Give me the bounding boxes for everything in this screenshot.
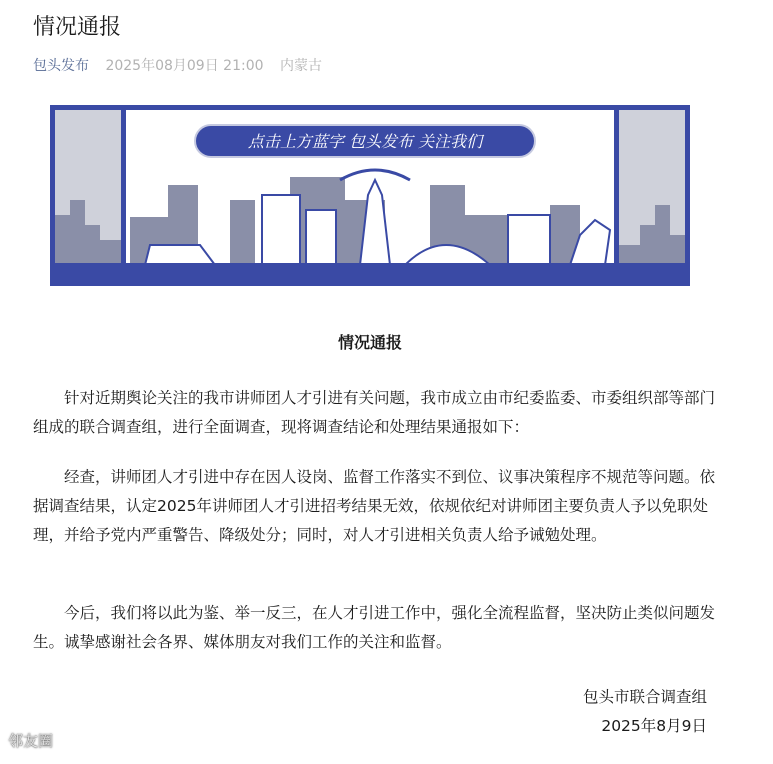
publish-date: 2025年08月09日 21:00 xyxy=(105,58,264,74)
paragraph-findings: 经查，讲师团人才引进中存在因人设岗、监督工作落实不到位、议事决策程序不规范等问题。依据调查结果，认定2025年讲师团人才引进招考结果无效，依规依纪对讲师团主要负责人予以免职处理，并给予党内严重警告、降级处分；同时，对人才引进相关负责人给予诫勉处理。 xyxy=(33,468,716,544)
banner-slogan: 点击上方蓝字 包头发布 关注我们 xyxy=(247,132,483,151)
header-banner-image xyxy=(50,105,690,286)
watermark-text: 邻友圈 xyxy=(8,732,54,750)
article-meta xyxy=(33,55,322,75)
article-title: 情况通报 xyxy=(33,15,122,40)
signature-org: 包头市联合调查组 xyxy=(582,688,707,706)
signature-date: 2025年8月9日 xyxy=(601,717,707,735)
account-name-link[interactable]: 包头发布 xyxy=(33,58,89,74)
paragraph-intro: 针对近期舆论关注的我市讲师团人才引进有关问题，我市成立由市纪委监委、市委组织部等部门组成的联合调查组，进行全面调查，现将调查结论和处理结果通报如下： xyxy=(33,389,716,436)
article-heading: 情况通报 xyxy=(337,333,402,352)
publish-location: 内蒙古 xyxy=(279,58,322,74)
paragraph-closing: 今后，我们将以此为鉴、举一反三，在人才引进工作中，强化全流程监督，坚决防止类似问题发生。诚挚感谢社会各界、媒体朋友对我们工作的关注和监督。 xyxy=(33,604,716,651)
